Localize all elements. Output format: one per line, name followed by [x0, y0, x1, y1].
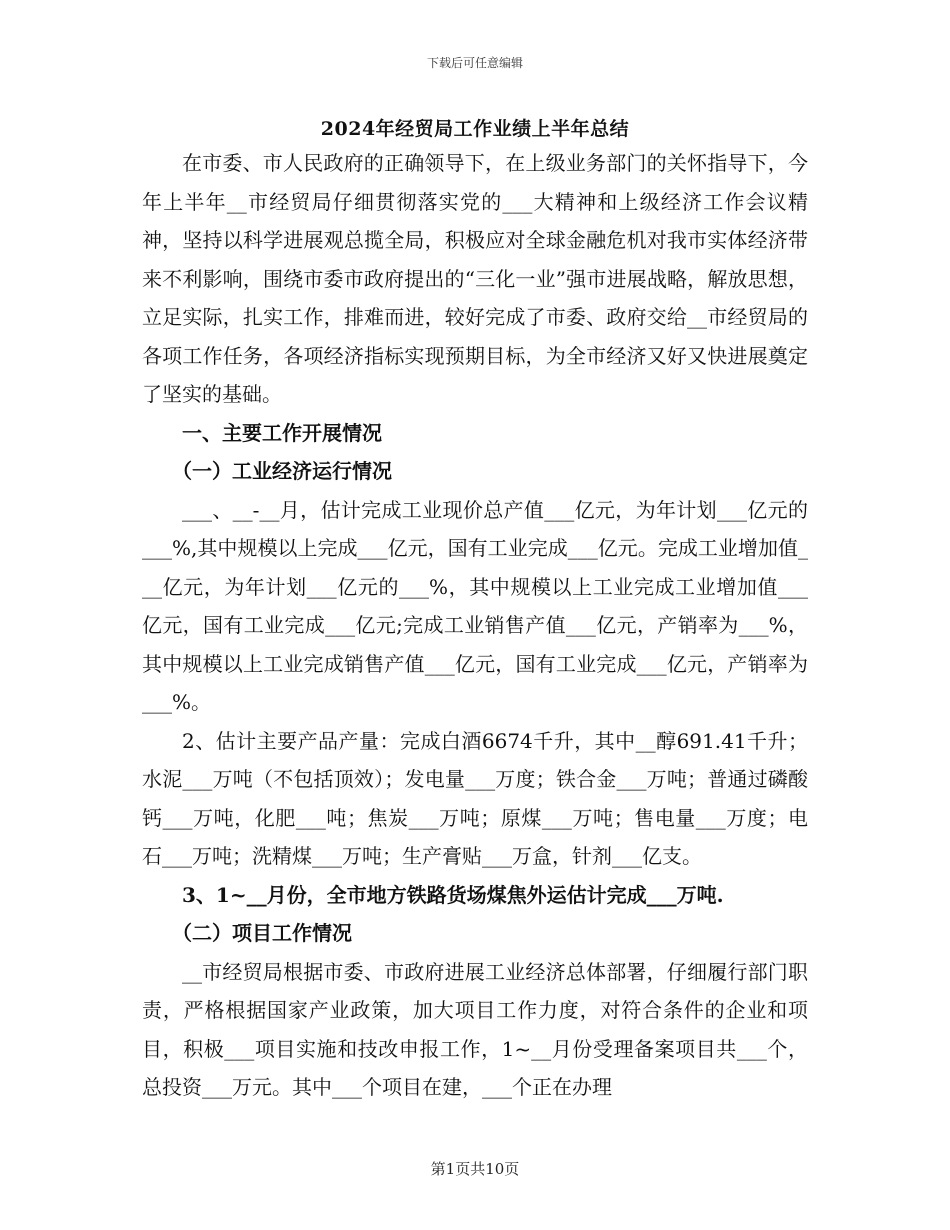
products-paragraph: 2、估计主要产品产量：完成白酒6674千升，其中__醇691.41千升；水泥___万吨（不包括顶效）；发电量___万度；铁合金___万吨；普通过磷酸钙___万吨，化肥___吨；焦炭___万吨；原煤___万吨；售电量___万度；电石___万吨；洗精煤___万吨；生产膏贴___万盒，针剂___亿支。	[142, 728, 808, 868]
document-body	[142, 114, 808, 1107]
document-title: 2024年经贸局工作业绩上半年总结	[320, 118, 630, 140]
intro-paragraph: 在市委、市人民政府的正确领导下，在上级业务部门的关怀指导下，今年上半年__市经贸局仔细贯彻落实党的___大精神和上级经济工作会议精神，坚持以科学进展观总揽全局，积极应对全球金融危机对我市实体经济带来不利影响，围绕市委市政府提出的“三化一业”强市进展战略，解放思想，立足实际，扎实工作，排难而进，较好完成了市委、政府交给__市经贸局的各项工作任务，各项经济指标实现预期目标，为全市经济又好又快进展奠定了坚实的基础。	[142, 151, 808, 406]
page-header: 下载后可任意编辑	[426, 56, 523, 70]
section-heading-main-work: 一、主要工作开展情况	[182, 420, 382, 445]
projects-paragraph: __市经贸局根据市委、市政府进展工业经济总体部署，仔细履行部门职责，严格根据国家产业政策，加大项目工作力度，对符合条件的企业和项目，积极___项目实施和技改申报工作，1~__月份受理备案项目共___个，总投资___万元。其中___个项目在建，___个正在办理	[142, 959, 808, 1099]
industry-paragraph: ___、__-__月，估计完成工业现价总产值___亿元，为年计划___亿元的___%,其中规模以上完成___亿元，国有工业完成___亿元。完成工业增加值___亿元，为年计划___亿元的___%，其中规模以上工业完成工业增加值___亿元，国有工业完成___亿元;完成工业销售产值___亿元，产销率为___%，其中规模以上工业完成销售产值___亿元，国有工业完成___亿元，产销率为___%。	[142, 497, 808, 714]
railway-paragraph: 3、1~__月份，全市地方铁路货场煤焦外运估计完成___万吨.	[182, 882, 724, 907]
subsection-heading-projects: （二）项目工作情况	[172, 921, 352, 945]
page-footer: 第1页共10页	[430, 1160, 520, 1178]
subsection-heading-industry: （一）工业经济运行情况	[172, 459, 392, 483]
